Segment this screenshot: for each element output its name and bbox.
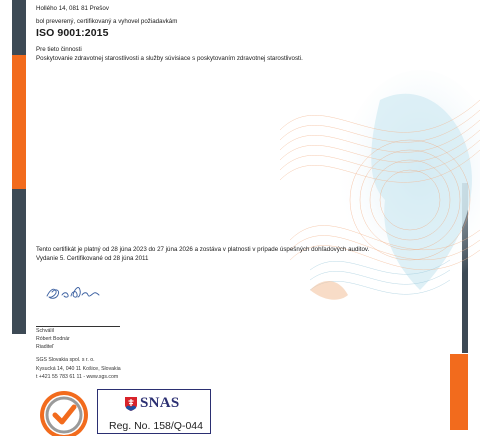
approved-label: Schválil — [36, 328, 54, 334]
left-orange-bar — [12, 55, 26, 189]
signature-line — [36, 326, 120, 327]
snas-brand: SNAS — [140, 395, 180, 411]
validity-line: Tento certifikát je platný od 28 júna 2023 do 27 júna 2026 a zostáva v platnosti v prípade úspešných dohľadových auditov. — [36, 246, 370, 253]
guilloche-watermark — [270, 40, 480, 340]
company-name: SGS Slovakia spol. s r. o. — [36, 357, 95, 363]
left-slate-bar-top — [12, 0, 26, 55]
iso-standard: ISO 9001:2015 — [36, 27, 109, 39]
company-address: Kysucká 14, 040 11 Košice, Slovakia — [36, 366, 121, 372]
certified-address: Hollého 14, 081 81 Prešov — [36, 5, 109, 12]
certification-mark-logo — [35, 386, 93, 436]
left-slate-bar — [12, 189, 26, 334]
signatory-name: Róbert Bodnár — [36, 336, 70, 342]
company-contact: t +421 55 783 61 11 - www.sgs.com — [36, 374, 119, 380]
issue-line: Vydanie 5. Certifikované od 28 júna 2011 — [36, 255, 149, 262]
scope-heading: Pre tieto činnosti — [36, 46, 82, 53]
snas-reg-number: Reg. No. 158/Q-044 — [109, 420, 203, 432]
certification-statement: bol preverený, certifikovaný a vyhovel požiadavkám — [36, 18, 178, 25]
signatory-title: Riaditeľ — [36, 344, 54, 350]
slovak-coat-of-arms-icon — [124, 396, 138, 412]
scope-text: Poskytovanie zdravotnej starostlivosti a služby súvisiace s poskytovaním zdravotnej starostlivosti. — [36, 55, 303, 62]
snas-accreditation-box — [97, 389, 211, 434]
signature-image — [44, 282, 104, 306]
right-orange-bar — [450, 354, 468, 430]
